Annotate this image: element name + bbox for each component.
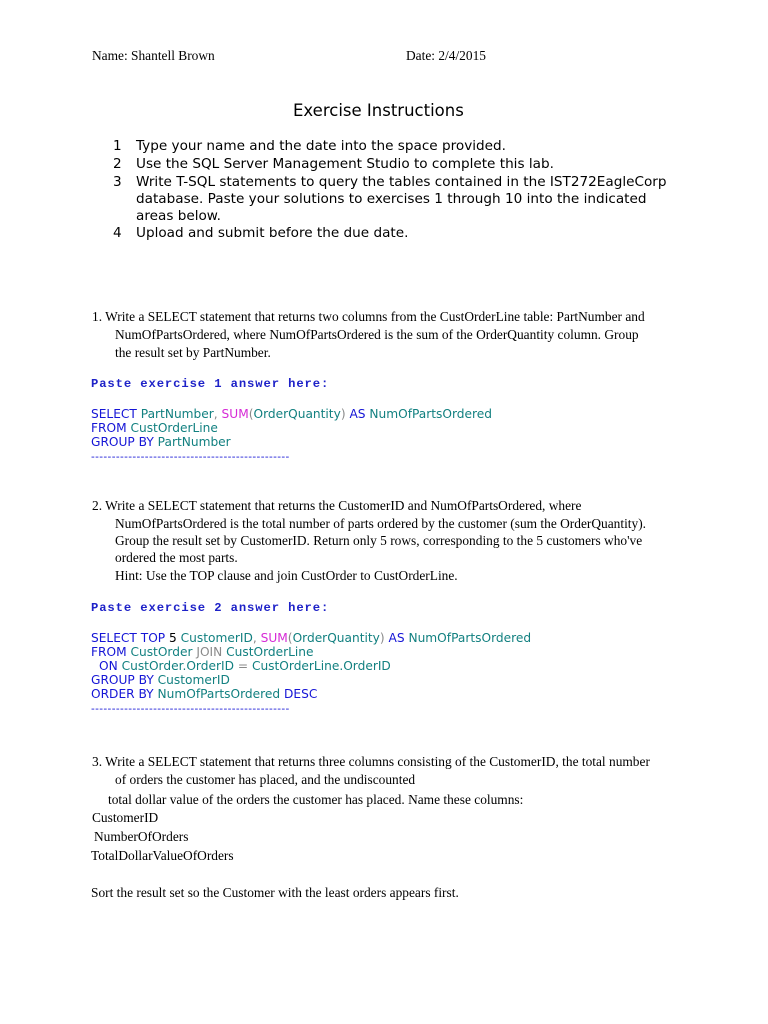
sql-punct: ( [287, 631, 293, 645]
step-number: 2 [113, 156, 122, 172]
sql-identifier: CustOrderLine.OrderID [251, 659, 391, 673]
sql-keyword: SELECT [91, 407, 137, 421]
sql-keyword: FROM [91, 645, 127, 659]
column-name: TotalDollarValueOfOrders [91, 848, 234, 863]
sql-identifier: CustomerID [180, 631, 253, 645]
sql-keyword: GROUP BY [91, 435, 154, 449]
sql-punct: ) [379, 631, 385, 645]
sql-function: SUM [221, 407, 249, 421]
step-number: 3 [113, 174, 122, 190]
sql-function: SUM [260, 631, 288, 645]
step-text: Upload and submit before the due date. [136, 225, 409, 241]
sql-keyword: AS [349, 407, 366, 421]
step-number: 4 [113, 225, 122, 241]
exercise-2-line: NumOfPartsOrdered is the total number of parts ordered by the customer (sum the OrderQuantity). [115, 516, 647, 531]
sql-identifier: CustOrder [130, 645, 193, 659]
code-line [91, 645, 314, 659]
code-line [91, 673, 230, 687]
sql-punct: ) [340, 407, 346, 421]
sql-identifier: CustomerID [157, 673, 230, 687]
student-name: Name: Shantell Brown [92, 48, 215, 63]
exercise-2-line: Group the result set by CustomerID. Return only 5 rows, corresponding to the 5 customers who've [115, 533, 643, 548]
sql-keyword: ORDER BY [91, 687, 154, 701]
exercise-3-line: of orders the customer has placed, and the undiscounted [115, 772, 416, 787]
step-number: 1 [113, 138, 122, 154]
sql-keyword: ON [99, 659, 118, 673]
sql-keyword: DESC [284, 687, 318, 701]
exercise-2-hint: Hint: Use the TOP clause and join CustOrder to CustOrderLine. [115, 568, 458, 583]
sql-identifier: PartNumber [140, 407, 214, 421]
exercise-2-line: 2. Write a SELECT statement that returns the CustomerID and NumOfPartsOrdered, where [92, 498, 582, 513]
sql-punct: , [252, 631, 257, 645]
code-line [91, 435, 231, 449]
answer-divider: ------------------------------------------------ [91, 451, 290, 463]
sql-punct: , [213, 407, 218, 421]
sql-identifier: NumOfPartsOrdered [408, 631, 532, 645]
sql-keyword: GROUP BY [91, 673, 154, 687]
exercise-1-line: the result set by PartNumber. [115, 345, 271, 360]
paste-answer-label: Paste exercise 1 answer here: [91, 377, 330, 391]
sql-keyword: FROM [91, 421, 127, 435]
code-line [91, 687, 317, 701]
code-line [99, 659, 391, 673]
sql-keyword: AS [388, 631, 405, 645]
sql-identifier: OrderQuantity [253, 407, 341, 421]
sort-instruction: Sort the result set so the Customer with the least orders appears first. [91, 885, 459, 900]
step-text: Type your name and the date into the space provided. [136, 138, 506, 154]
sql-identifier: OrderQuantity [292, 631, 380, 645]
sql-identifier: PartNumber [157, 435, 231, 449]
sql-number: 5 [169, 631, 177, 645]
exercise-1-line: 1. Write a SELECT statement that returns two columns from the CustOrderLine table: PartNumber and [92, 309, 645, 324]
exercise-1-line: NumOfPartsOrdered, where NumOfPartsOrdered is the sum of the OrderQuantity column. Group [115, 327, 639, 342]
page-title: Exercise Instructions [293, 101, 464, 120]
column-name: CustomerID [92, 810, 159, 825]
column-name: NumberOfOrders [94, 829, 189, 844]
step-text: Write T-SQL statements to query the tables contained in the IST272EagleCorp database. Paste your solutions to exercises 1 through 10 into the indicated areas below. [136, 174, 667, 224]
sql-identifier: NumOfPartsOrdered [157, 687, 281, 701]
paste-answer-label: Paste exercise 2 answer here: [91, 601, 330, 615]
sql-identifier: CustOrderLine [130, 421, 218, 435]
sql-identifier: CustOrderLine [226, 645, 314, 659]
sql-operator: = [237, 659, 249, 673]
sql-identifier: CustOrder.OrderID [121, 659, 234, 673]
code-line [91, 631, 531, 645]
exercise-2-line: ordered the most parts. [115, 550, 238, 565]
code-line [91, 421, 218, 435]
code-line [91, 407, 492, 421]
step-text: Use the SQL Server Management Studio to complete this lab. [136, 156, 554, 172]
answer-divider: ------------------------------------------------ [91, 703, 290, 715]
submission-date: Date: 2/4/2015 [406, 48, 486, 63]
exercise-3-line: 3. Write a SELECT statement that returns three columns consisting of the CustomerID, the total number [92, 754, 650, 769]
sql-keyword: SELECT TOP [91, 631, 166, 645]
sql-keyword-join: JOIN [196, 645, 223, 659]
exercise-3-line: total dollar value of the orders the customer has placed. Name these columns: [108, 792, 524, 807]
sql-punct: ( [248, 407, 254, 421]
sql-identifier: NumOfPartsOrdered [369, 407, 493, 421]
